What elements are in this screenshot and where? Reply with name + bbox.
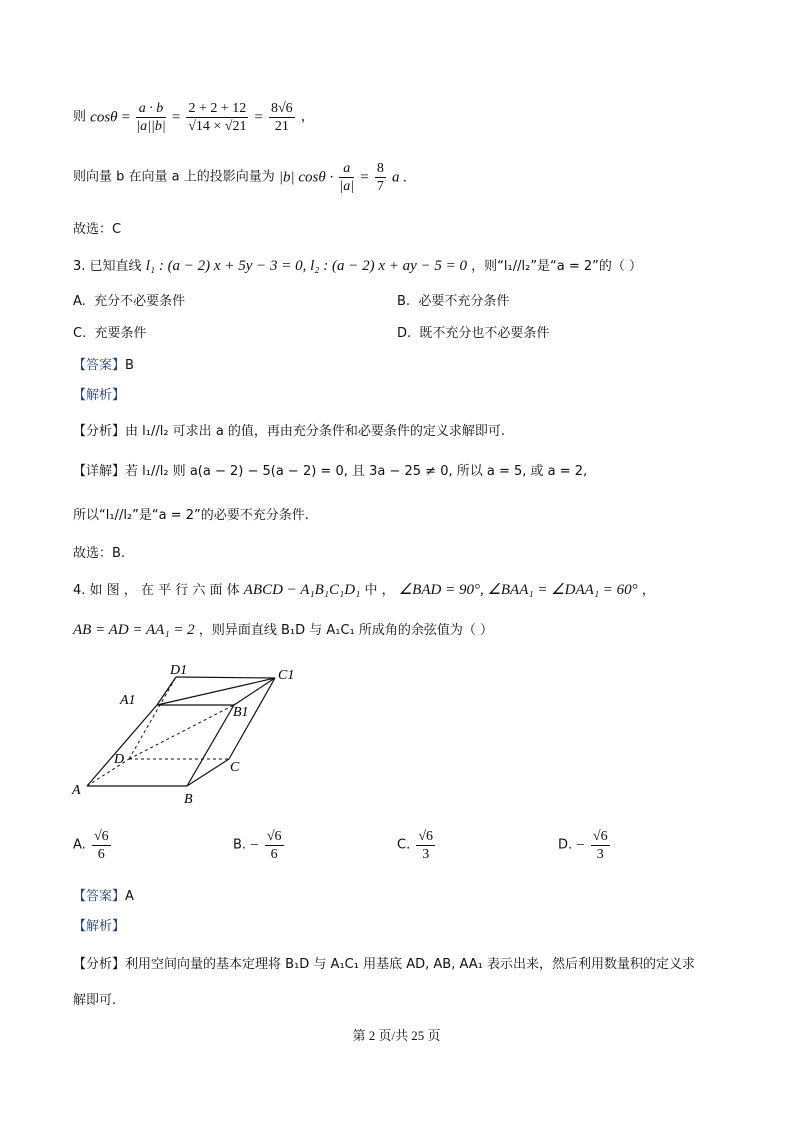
- cos-frac-3: $\frac{8√6}{21}$: [270, 101, 293, 134]
- q3-option-b: B. 必要不充分条件: [397, 294, 510, 309]
- q4-stem-lengths: AB = AD = AA₁ = 2: [73, 622, 195, 638]
- cos-prefix: 则: [73, 109, 87, 125]
- q3-xiangjie-text: 若 l₁//l₂ 则 a(a − 2) − 5(a − 2) = 0, 且 3a − 25 ≠ 0, 所以 a = 5, 或 a = 2,: [125, 464, 588, 479]
- q3-stem: [73, 256, 642, 277]
- q3-fenxi: [73, 422, 505, 442]
- q4-fenxi-line-2: 解即可.: [73, 993, 117, 1008]
- cos-frac-1: $\frac{a \cdot b}{|a||b|}$: [136, 101, 166, 134]
- q4-stem-prefix: 4. 如 图 ， 在 平 行 六 面 体: [73, 583, 240, 598]
- q3-stem-prefix: 3. 已知直线: [73, 259, 142, 274]
- cos-end: ，: [300, 109, 314, 125]
- label-a: A: [72, 783, 81, 798]
- q4-fenxi-text: 利用空间向量的基本定理将 B₁D 与 A₁C₁ 用基底 AD, AB, AA₁ 表示出来，然后利用数量积的定义求: [125, 957, 695, 972]
- q3-option-c: C. 充要条件: [73, 326, 147, 341]
- label-d1: D1: [170, 663, 188, 678]
- label-c1: C1: [278, 668, 295, 683]
- q3-fenxi-tag: 【分析】: [73, 424, 126, 439]
- q3-analysis-tag: 【解析】: [73, 388, 126, 403]
- q4-stem-solid: ABCD − A₁B₁C₁D₁: [243, 582, 361, 598]
- q4-stem-mid: 中 ，: [364, 583, 395, 598]
- q4-analysis-tag: 【解析】: [73, 919, 126, 934]
- q3-option-a: A. 充分不必要条件: [73, 294, 186, 309]
- label-a1: A1: [120, 693, 136, 708]
- q3-conclusion: 所以“l₁//l₂”是“a = 2”的必要不充分条件.: [73, 508, 309, 523]
- q3-select: 故选：B.: [73, 546, 126, 561]
- projection-frac-2: $\frac{8}{7}$: [376, 161, 384, 194]
- projection-line: 则向量 b 在向量 a 上的投影向量为 |b| cosθ · $\frac{a}{|a|}$ = $\frac{8}{7}$ a .: [73, 161, 407, 194]
- q3-xiangjie: [73, 462, 587, 482]
- label-d: D: [114, 752, 125, 767]
- cos-frac-2: $\frac{2 + 2 + 12}{√14 \times √21}$: [188, 101, 247, 134]
- q4-fenxi-tag: 【分析】: [73, 957, 126, 972]
- cos-line: 则 cosθ = $\frac{a \cdot b}{|a||b|}$ = $\frac{2 + 2 + 12}{√14 \times √21}$ = $\frac{8√6}{21}$ ，: [73, 101, 314, 134]
- q3-answer: [73, 356, 134, 376]
- q4-stem-line-2: [73, 620, 493, 641]
- projection-mid: |b| cosθ ·: [278, 169, 334, 186]
- q3-stem-suffix: ，则“l₁//l₂”是“a = 2”的（ ）: [471, 259, 643, 274]
- cos-lhs: cosθ: [90, 109, 118, 126]
- label-b1: B1: [233, 705, 249, 720]
- page-footer: 第 2 页/共 25 页: [352, 1028, 441, 1043]
- q4-option-c: C. $\frac{√6}{3}$: [397, 829, 434, 862]
- q4-fenxi: [73, 955, 695, 975]
- q3-fenxi-text: 由 l₁//l₂ 可求出 a 的值，再由充分条件和必要条件的定义求解即可.: [125, 424, 506, 439]
- projection-end: a .: [392, 169, 407, 186]
- q4-option-a: A. $\frac{√6}{6}$: [73, 829, 109, 862]
- parallelepiped-figure: [68, 655, 308, 810]
- q4-answer-value: A: [125, 889, 134, 904]
- q3-stem-math: l₁ : (a − 2) x + 5y − 3 = 0, l₂ : (a − 2) x + ay − 5 = 0: [145, 258, 468, 274]
- label-c: C: [230, 760, 240, 775]
- q4-answer: [73, 887, 134, 907]
- q3-option-d: D. 既不充分也不必要条件: [397, 326, 550, 341]
- q4-stem-question: ，则异面直线 B₁D 与 A₁C₁ 所成角的余弦值为（ ）: [198, 623, 494, 638]
- q3-xiangjie-tag: 【详解】: [73, 464, 126, 479]
- q3-answer-value: B: [125, 358, 134, 373]
- projection-frac: $\frac{a}{|a|}$: [339, 161, 355, 194]
- projection-text: 则向量 b 在向量 a 上的投影向量为: [73, 169, 275, 185]
- q4-answer-tag: 【答案】: [73, 889, 126, 904]
- label-b: B: [184, 792, 193, 807]
- prev-answer: 故选：C: [73, 222, 122, 237]
- q4-option-b: B. − $\frac{√6}{6}$: [233, 829, 282, 862]
- q3-answer-tag: 【答案】: [73, 358, 126, 373]
- q4-stem-angles: ∠BAD = 90°, ∠BAA₁ = ∠DAA₁ = 60°: [398, 582, 638, 598]
- q4-stem-end: ，: [641, 583, 655, 598]
- q4-option-d: D. − $\frac{√6}{3}$: [558, 829, 608, 862]
- q4-stem-line-1: [73, 580, 655, 601]
